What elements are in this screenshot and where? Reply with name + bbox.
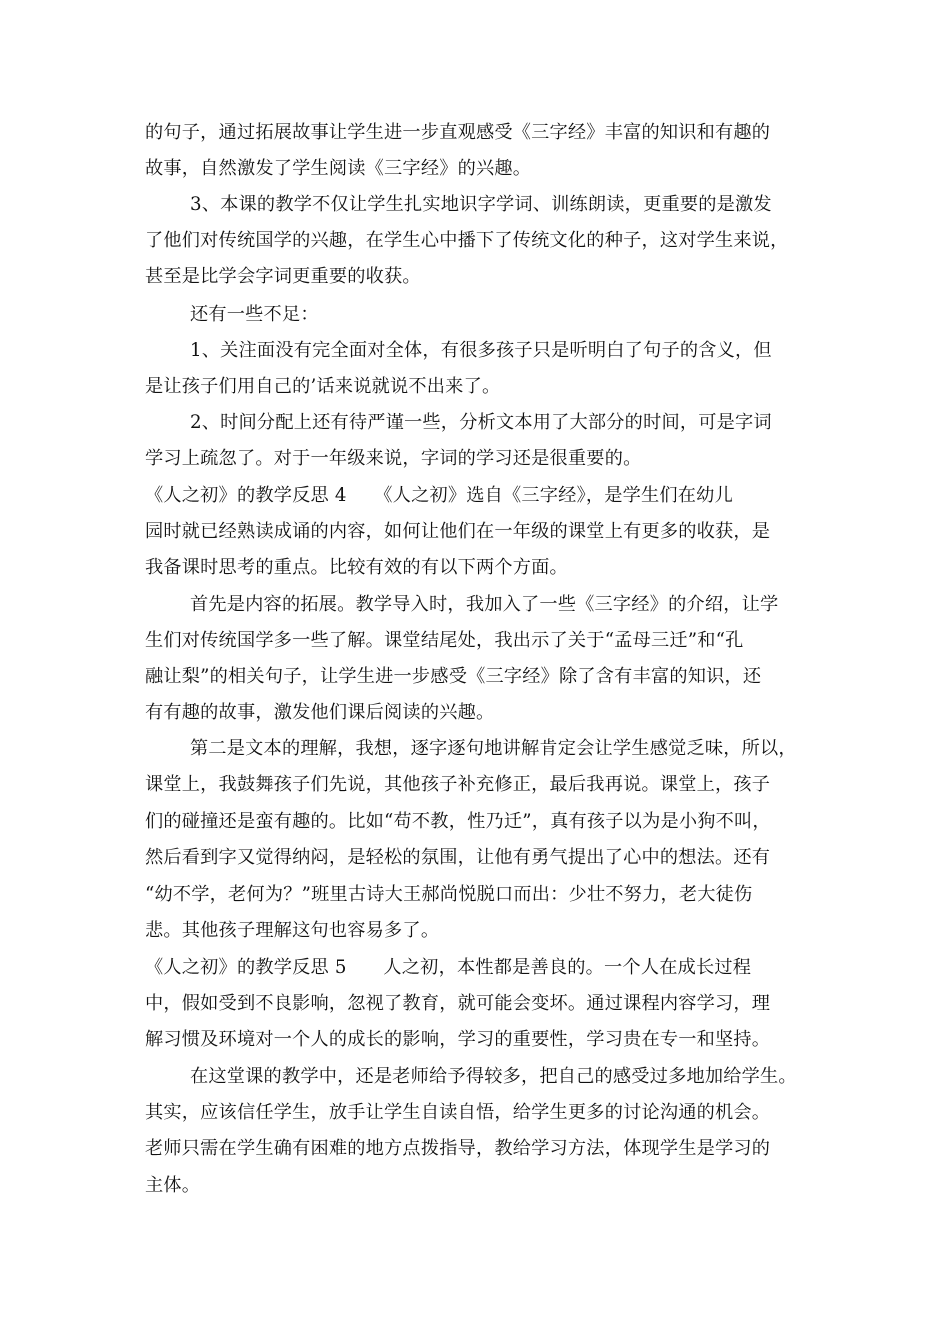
- text-line: 1、关注面没有完全面对全体，有很多孩子只是听明白了句子的含义，但: [190, 340, 772, 361]
- text-line: “幼不学，老何为？”班里古诗大王郝尚悦脱口而出：少壮不努力，老大徒伤: [145, 884, 753, 905]
- text-line: 3、本课的教学不仅让学生扎实地识字学词、训练朗读，更重要的是激发: [190, 194, 772, 215]
- text-line: 其实，应该信任学生，放手让学生自读自悟，给学生更多的讨论沟通的机会。: [145, 1102, 771, 1123]
- text-line: 融让梨”的相关句子，让学生进一步感受《三字经》除了含有丰富的知识，还: [145, 666, 762, 687]
- text-line: 在这堂课的教学中，还是老师给予得较多，把自己的感受过多地加给学生。: [190, 1066, 797, 1087]
- text-line: 第二是文本的理解，我想，逐字逐句地讲解肯定会让学生感觉乏味，所以，: [190, 738, 797, 759]
- text-line: 老师只需在学生确有困难的地方点拨指导，教给学习方法，体现学生是学习的: [145, 1138, 771, 1159]
- text-line: 生们对传统国学多一些了解。课堂结尾处，我出示了关于“孟母三迁”和“孔: [145, 630, 744, 651]
- text-line: 的句子，通过拓展故事让学生进一步直观感受《三字经》丰富的知识和有趣的: [145, 122, 771, 143]
- text-line: 学习上疏忽了。对于一年级来说，字词的学习还是很重要的。: [145, 448, 642, 469]
- text-line: 还有一些不足：: [190, 304, 319, 325]
- section-heading-line: 《人之初》的教学反思 4 《人之初》选自《三字经》，是学生们在幼儿: [145, 485, 733, 506]
- text-line: 中，假如受到不良影响，忽视了教育，就可能会变坏。通过课程内容学习，理: [145, 993, 771, 1014]
- text-line: 有有趣的故事，激发他们课后阅读的兴趣。: [145, 702, 495, 723]
- text-line: 然后看到字又觉得纳闷，是轻松的氛围，让他有勇气提出了心中的想法。还有: [145, 847, 771, 868]
- text-line: 2、时间分配上还有待严谨一些，分析文本用了大部分的时间，可是字词: [190, 412, 772, 433]
- text-line: 是让孩子们用自己的’话来说就说不出来了。: [145, 376, 501, 397]
- text-line: 我备课时思考的重点。比较有效的有以下两个方面。: [145, 557, 568, 578]
- text-line: 悲。其他孩子理解这句也容易多了。: [145, 920, 440, 941]
- text-line: 故事，自然激发了学生阅读《三字经》的兴趣。: [145, 158, 532, 179]
- text-line: 了他们对传统国学的兴趣，在学生心中播下了传统文化的种子，这对学生来说，: [145, 230, 789, 251]
- text-line: 课堂上，我鼓舞孩子们先说，其他孩子补充修正，最后我再说。课堂上，孩子: [145, 774, 771, 795]
- section-heading-line: 《人之初》的教学反思 5 人之初，本性都是善良的。一个人在成长过程: [145, 957, 752, 978]
- text-line: 园时就已经熟读成诵的内容，如何让他们在一年级的课堂上有更多的收获，是: [145, 521, 771, 542]
- text-line: 们的碰撞还是蛮有趣的。比如“苟不教，性乃迁”，真有孩子以为是小狗不叫，: [145, 811, 771, 832]
- text-line: 主体。: [145, 1175, 201, 1196]
- text-line: 解习惯及环境对一个人的成长的影响，学习的重要性，学习贵在专一和坚持。: [145, 1029, 771, 1050]
- text-line: 首先是内容的拓展。教学导入时，我加入了一些《三字经》的介绍，让学: [190, 594, 779, 615]
- text-line: 甚至是比学会字词更重要的收获。: [145, 266, 421, 287]
